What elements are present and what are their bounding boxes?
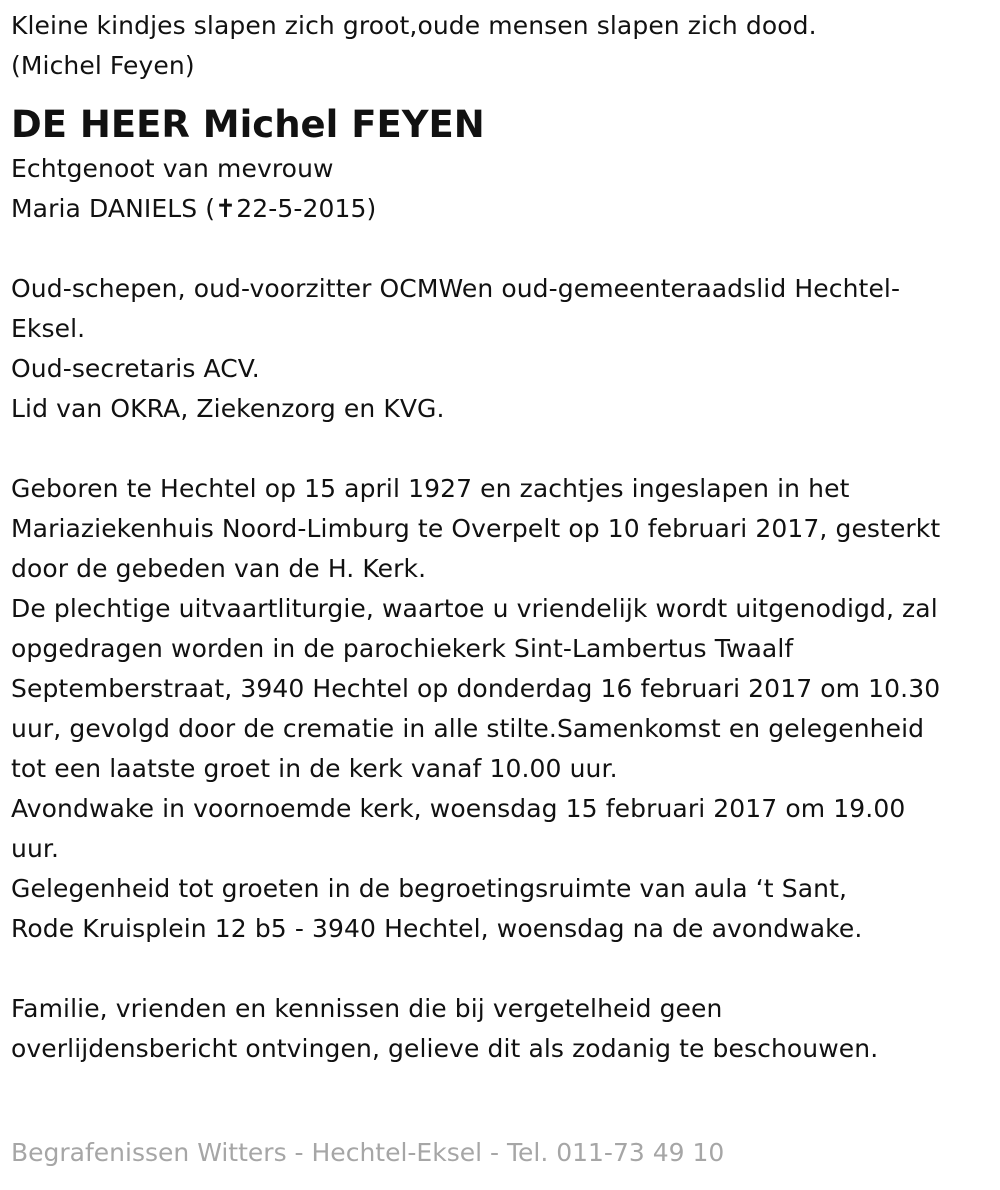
functions-line: Eksel. <box>11 314 86 343</box>
details-line: De plechtige uitvaartliturgie, waartoe u vriendelijk wordt uitgenodigd, zal <box>11 594 938 623</box>
notice-line: overlijdensbericht ontvingen, gelieve dit als zodanig te beschouwen. <box>11 1034 879 1063</box>
details-line: Gelegenheid tot groeten in de begroetingsruimte van aula ‘t Sant, <box>11 874 848 903</box>
quote-block <box>11 6 1000 86</box>
spacer <box>11 229 1000 269</box>
details-line: uur. <box>11 834 60 863</box>
details-line: door de gebeden van de H. Kerk. <box>11 554 427 583</box>
details-line: Geboren te Hechtel op 15 april 1927 en zachtjes ingeslapen in het <box>11 474 850 503</box>
notice-line: Familie, vrienden en kennissen die bij vergetelheid geen <box>11 994 723 1023</box>
details-block <box>11 469 1000 949</box>
notice-block <box>11 989 1000 1069</box>
details-line: uur, gevolgd door de crematie in alle stilte.Samenkomst en gelegenheid <box>11 714 925 743</box>
details-line: Mariaziekenhuis Noord-Limburg te Overpelt op 10 februari 2017, gesterkt <box>11 514 941 543</box>
functions-line: Oud-secretaris ACV. <box>11 354 260 383</box>
details-line: Septemberstraat, 3940 Hechtel op donderdag 16 februari 2017 om 10.30 <box>11 674 941 703</box>
quote-author: (Michel Feyen) <box>11 51 195 80</box>
spouse-name: Maria DANIELS (✝22-5-2015) <box>11 194 377 223</box>
spouse-label: Echtgenoot van mevrouw <box>11 154 334 183</box>
functions-block <box>11 269 1000 429</box>
details-line: Avondwake in voornoemde kerk, woensdag 15 februari 2017 om 19.00 <box>11 794 906 823</box>
details-line: tot een laatste groet in de kerk vanaf 10.00 uur. <box>11 754 618 783</box>
spacer <box>11 429 1000 469</box>
functions-line: Lid van OKRA, Ziekenzorg en KVG. <box>11 394 445 423</box>
quote-text: Kleine kindjes slapen zich groot,oude mensen slapen zich dood. <box>11 11 817 40</box>
functions-line: Oud-schepen, oud-voorzitter OCMWen oud-gemeenteraadslid Hechtel- <box>11 274 901 303</box>
details-line: opgedragen worden in de parochiekerk Sint-Lambertus Twaalf <box>11 634 794 663</box>
details-line: Rode Kruisplein 12 b5 - 3940 Hechtel, woensdag na de avondwake. <box>11 914 863 943</box>
funeral-home-footer: Begrafenissen Witters - Hechtel-Eksel - Tel. 011-73 49 10 <box>11 1138 725 1167</box>
deceased-name: DE HEER Michel FEYEN <box>11 103 485 146</box>
spouse-block <box>11 149 1000 229</box>
spacer <box>11 949 1000 989</box>
